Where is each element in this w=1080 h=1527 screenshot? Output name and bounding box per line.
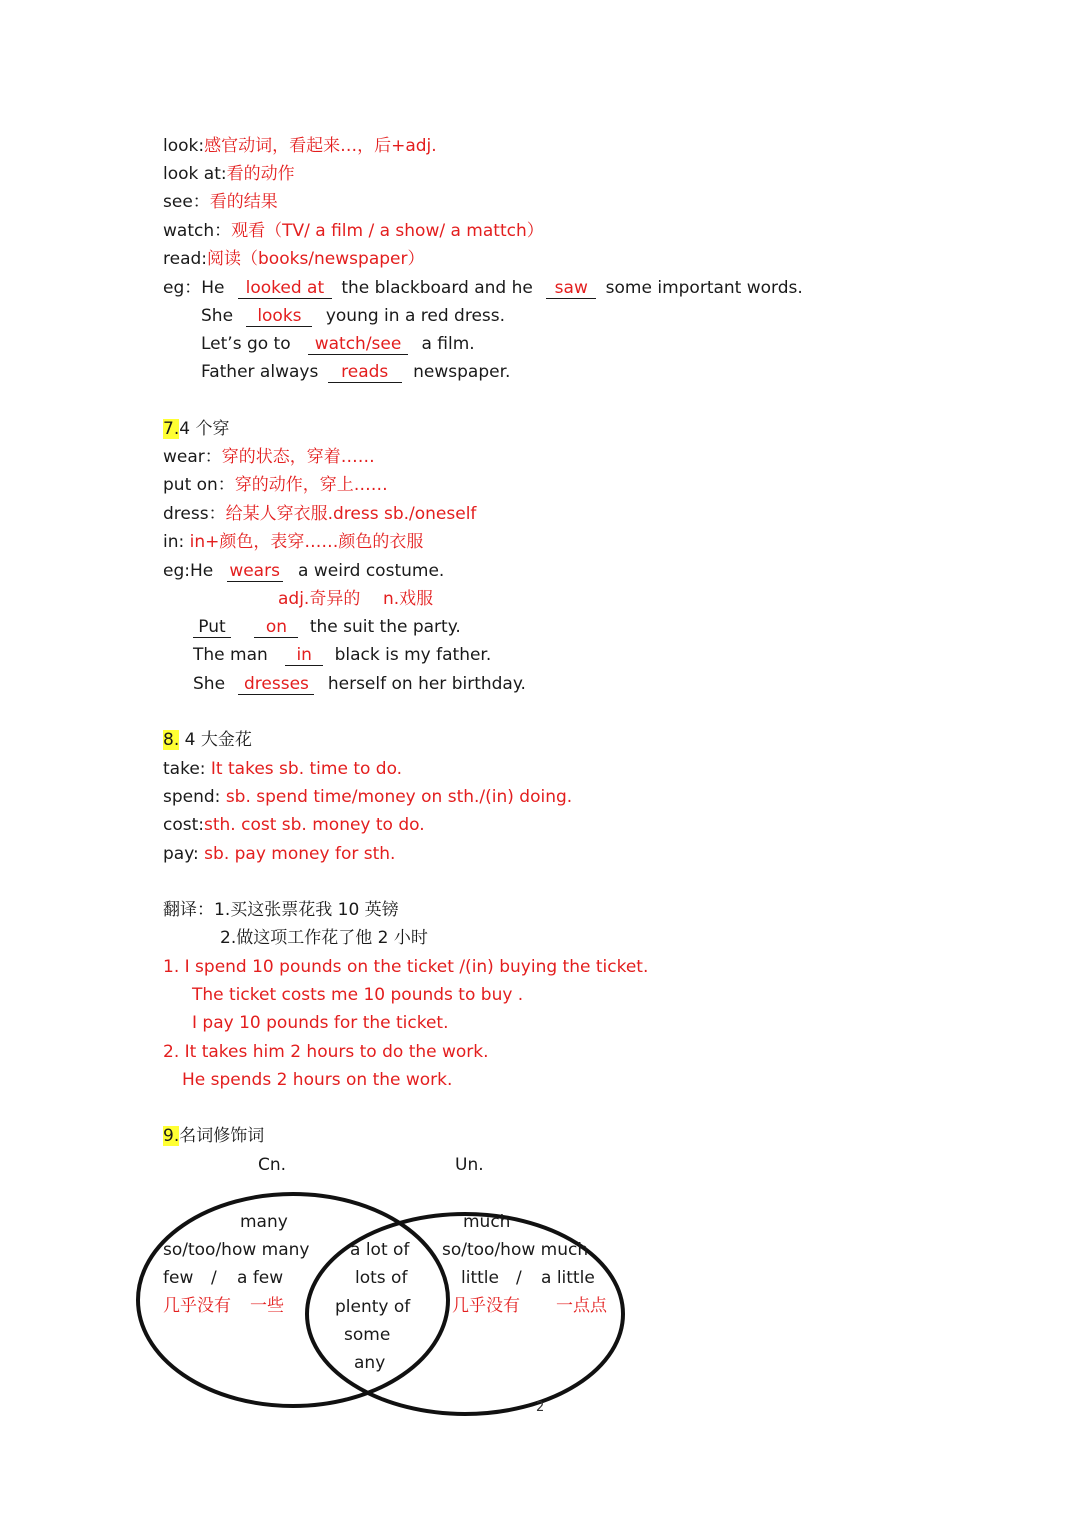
translation-answer: The ticket costs me 10 pounds to buy . (192, 985, 524, 1005)
example-sentence: Let’s go to watch/see a film. (201, 334, 475, 354)
wear-definition: wear：穿的状态，穿着…… (163, 447, 375, 467)
word-note-adj: adj.奇异的 (278, 589, 361, 609)
example-sentence: eg：He looked at the blackboard and he saw some important words. (163, 278, 803, 298)
answer-blank: dresses (243, 674, 309, 694)
section-heading: 7.4 个穿 (163, 419, 230, 439)
translation-question-2: 2.做这项工作花了他 2 小时 (220, 928, 428, 948)
venn-item: so/too/how much (442, 1240, 589, 1260)
in-definition: in: in+颜色，表穿……颜色的衣服 (163, 532, 424, 552)
example-sentence: She dresses herself on her birthday. (193, 674, 526, 694)
venn-item: plenty of (335, 1297, 411, 1317)
watch-definition: watch：观看（TV/ a film / a show/ a mattch） (163, 221, 544, 241)
venn-item: / (516, 1268, 522, 1288)
venn-item: a little (541, 1268, 595, 1288)
translation-question-1: 翻译：1.买这张票花我 10 英镑 (163, 900, 399, 920)
dress-definition: dress：给某人穿衣服.dress sb./oneself (163, 504, 477, 524)
venn-item: so/too/how many (163, 1240, 310, 1260)
answer-blank: looks (257, 306, 302, 326)
example-sentence: Father always reads newspaper. (201, 362, 511, 382)
page-number: 2 (536, 1400, 545, 1415)
answer-blank: looked at (245, 278, 325, 298)
word-note-noun: n.戏服 (383, 589, 434, 609)
countable-label: Cn. (258, 1155, 287, 1175)
answer-blank: on (265, 617, 287, 637)
section-heading: 9.名词修饰词 (163, 1126, 265, 1146)
venn-item: 一些 (250, 1296, 284, 1316)
venn-item: any (354, 1353, 386, 1373)
venn-item: 几乎没有 (163, 1296, 231, 1316)
example-sentence: Put on the suit the party. (193, 615, 461, 639)
venn-item: some (344, 1325, 391, 1345)
pay-definition: pay: sb. pay money for sth. (163, 844, 396, 864)
venn-item: little (461, 1268, 499, 1288)
answer-blank: saw (554, 278, 588, 298)
translation-answer: 2. It takes him 2 hours to do the work. (163, 1042, 489, 1062)
translation-answer: 1. I spend 10 pounds on the ticket /(in) buying the ticket. (163, 957, 649, 977)
read-definition: read:阅读（books/newspaper） (163, 249, 425, 269)
venn-item: / (211, 1268, 217, 1288)
take-definition: take: It takes sb. time to do. (163, 759, 403, 779)
answer-blank: watch/see (314, 334, 402, 354)
answer-blank: wears (229, 561, 280, 581)
uncountable-label: Un. (455, 1155, 484, 1175)
venn-item: many (240, 1212, 288, 1232)
venn-item: 几乎没有 (452, 1296, 520, 1316)
look-at-definition: look at:看的动作 (163, 164, 295, 184)
spend-definition: spend: sb. spend time/money on sth./(in) doing. (163, 787, 573, 807)
translation-answer: I pay 10 pounds for the ticket. (192, 1013, 449, 1033)
see-definition: see：看的结果 (163, 192, 278, 212)
venn-item: lots of (355, 1268, 408, 1288)
venn-item: few (163, 1268, 194, 1288)
answer-blank: in (296, 645, 312, 665)
example-sentence: The man in black is my father. (193, 645, 492, 665)
look-definition: look:感官动词，看起来…，后+adj. (163, 136, 437, 156)
translation-answer: He spends 2 hours on the work. (182, 1070, 453, 1090)
example-sentence: eg:He wears a weird costume. (163, 561, 445, 581)
venn-item: a few (237, 1268, 284, 1288)
venn-item: much (463, 1212, 511, 1232)
venn-item: a lot of (350, 1240, 410, 1260)
venn-item: 一点点 (556, 1296, 607, 1316)
cost-definition: cost:sth. cost sb. money to do. (163, 815, 425, 835)
section-heading: 8. 4 大金花 (163, 730, 252, 750)
example-sentence: She looks young in a red dress. (201, 306, 506, 326)
put-on-definition: put on：穿的动作，穿上…… (163, 475, 388, 495)
answer-blank: reads (341, 362, 389, 382)
